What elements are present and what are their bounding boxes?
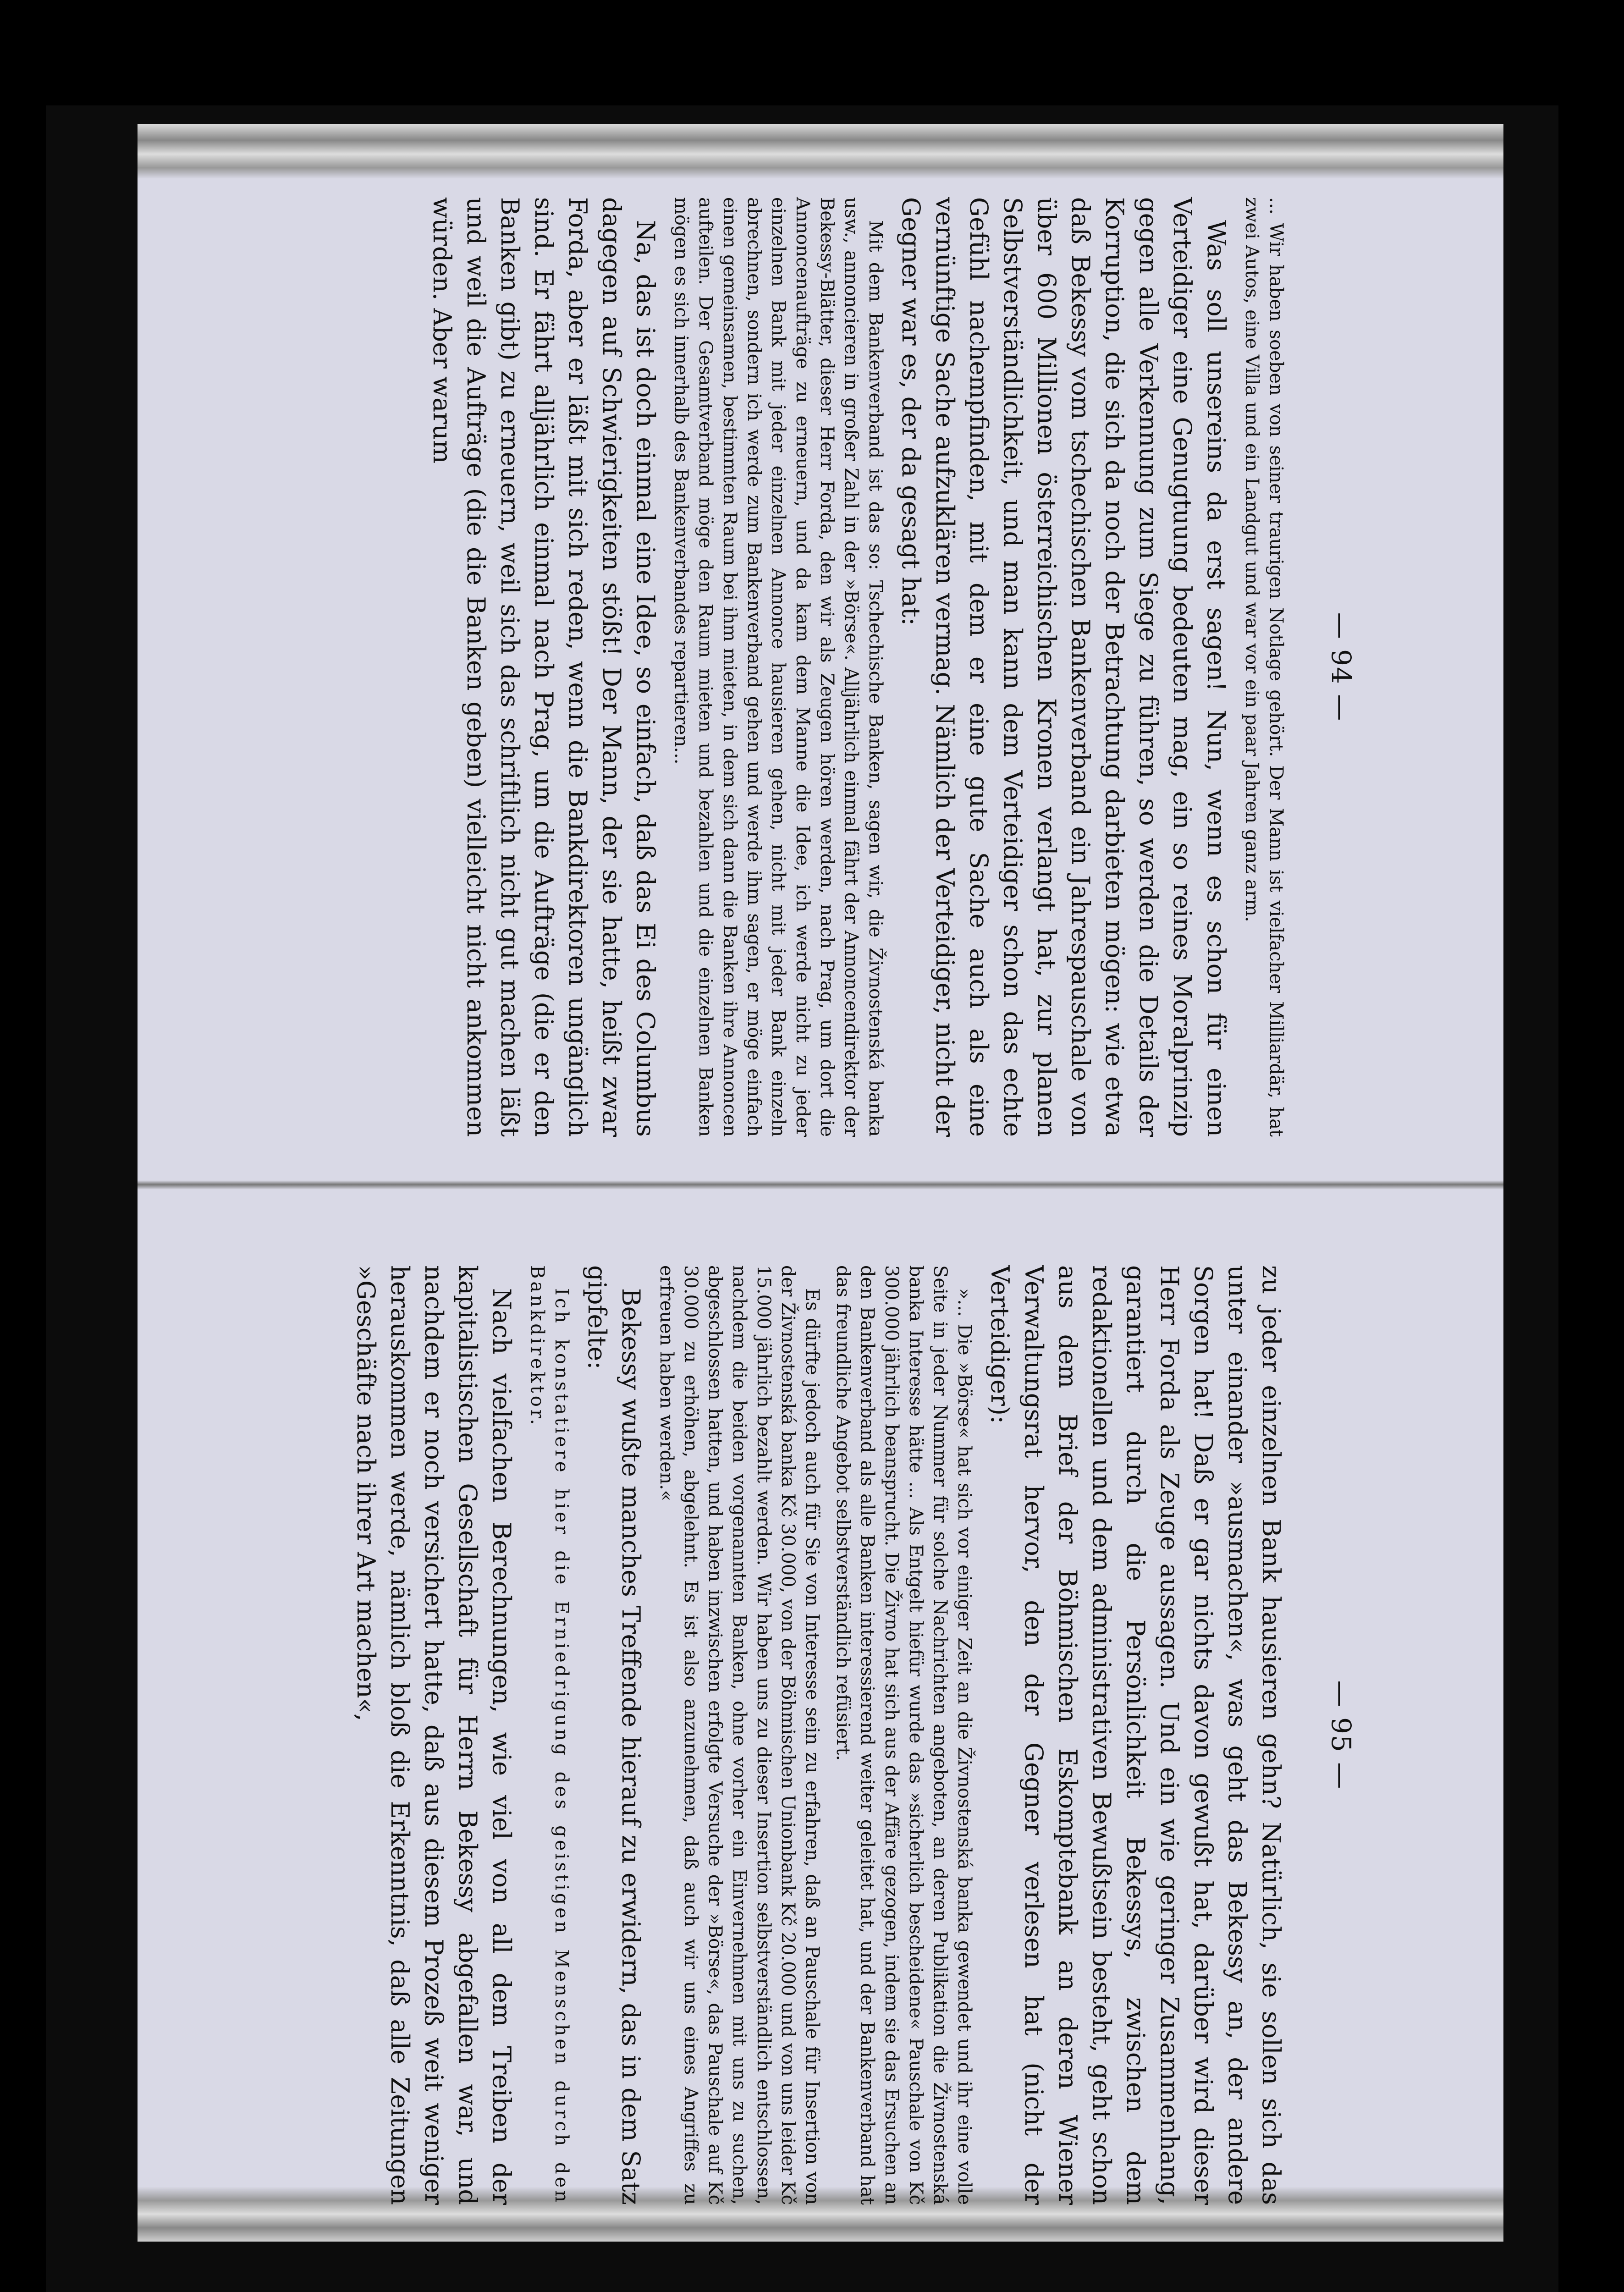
book-spread [138,124,1503,2242]
page-95 [248,1265,1357,2205]
body-paragraph: zu jeder einzelnen Bank hausieren gehn? Natürlich, sie sollen sich das unter einander »ausmachen«, was geht das Bekessy an, der andere Sorgen hat! Daß er gar nichts davon gewußt hat, darüber wird dieser Herr Forda als Zeuge aussagen. Und ein wie geringer Zusammenhang, garantiert durch die Persönlichkeit Bekessys, zwischen dem redaktionellen und dem administrativen Bewußtsein besteht, geht schon aus dem Brief der Böhmischen Eskomptebank an deren Wiener Verwaltungsrat hervor, den der Gegner verlesen hat (nicht der Verteidiger): [985,1265,1286,2205]
page-text [418,197,1288,1137]
quote-paragraph: Ich konstatiere hier die Erniedrigung des geistigen Menschen durch den Bankdirektor. [527,1265,572,2205]
page-text [342,1265,1288,2205]
body-paragraph: Bekessy wußte manches Treffende hierauf zu erwidern, das in dem Satz gipfelte: [583,1265,645,2205]
book-spine [138,1180,1503,1190]
body-paragraph: Was soll unsereins da erst sagen! Nun, wenn es schon für einen Verteidiger eine Genugtuung bedeuten mag, ein so reines Moralprinzip gegen alle Verkennung zum Siege zu führen, so werden die Details der Korruption, die sich da noch der Betrachtung darbieten mögen: wie etwa daß Bekessy vom tschechischen Bankenverband ein Jahrespauschale von über 600 Millionen österreichischen Kronen verlangt hat, zur planen Selbstverständlichkeit, und man kann dem Verteidiger schon das echte Gefühl nachempfinden, mit dem er eine gute Sache auch als eine vernünftige Sache aufzuklären vermag. Nämlich der Verteidiger, nicht der Gegner war es, der da gesagt hat: [897,197,1231,1137]
body-paragraph: Nach vielfachen Berechnungen, wie viel von all dem Treiben der kapitalistischen Gesellschaft für Herrn Bekessy abgefallen war, und nachdem er noch versichert hatte, daß aus diesem Prozeß weit weniger herauskommen werde, nämlich bloß die Erkenntnis, daß alle Zeitungen »Geschäfte nach ihrer Art machen«, [352,1265,516,2205]
quote-paragraph: Es dürfte jedoch auch für Sie von Interesse sein zu erfahren, daß an Pauschale für Insertion von der Živnostenská banka Kč 30.000, von der Böhmischen Unionbank Kč 20.000 und von uns leider Kč 15.000 jährlich bezahlt werden. Wir haben uns zu dieser Insertion selbstverständlich entschlossen, nachdem die beiden vorgenannten Banken, ohne vorher ein Einvernehmen mit uns zu suchen, abgeschlossen hatten, und haben inzwischen erfolgte Versuche der »Börse«, das Pauschale auf Kč 30.000 zu erhöhen, abgelehnt. Es ist also anzunehmen, daß auch wir uns eines Angriffes zu erfreuen haben werden.« [656,1265,823,2205]
page-number: — 95 — [1326,1680,1357,1790]
page-94 [248,197,1357,1137]
body-paragraph: Na, das ist doch einmal eine Idee, so einfach, daß das Ei des Columbus dagegen auf Schwierigkeiten stößt! Der Mann, der sie hatte, heißt zwar Forda, aber er läßt mit sich reden, wenn die Bankdirektoren ungänglich sind. Er fährt alljährlich einmal nach Prag, um die Aufträge (die er den Banken gibt) zu erneuern, weil sich das schriftlich nicht gut machen läßt und weil die Aufträge (die die Banken geben) vielleicht nicht ankommen würden. Aber warum [428,197,660,1137]
quote-paragraph: »... Die »Börse« hat sich vor einiger Zeit an die Živnostenská banka gewendet und ihr eine volle Seite in jeder Nummer für solche Nachrichten angeboten, an deren Publikation die Živnostenská banka Interesse hätte ... Als Entgelt hiefür wurde das »sicherlich bescheidene« Pauschale von Kč 300.000 jährlich beansprucht. Die Živno hat sich aus der Affäre gezogen, indem sie das Ersuchen an den Bankenverband als alle Banken interessierend weiter geleitet hat, und der Bankenverband hat das freundliche Angebot selbstverständlich refüsiert. [832,1265,975,2205]
page-edge-top [138,124,1503,179]
quote-paragraph: ... Wir haben soeben von seiner traurigen Notlage gehört. Der Mann ist vielfacher Milliardär, hat zwei Autos, eine Villa und ein Landgut und war vor ein paar Jahren ganz arm. [1241,197,1287,1137]
quote-paragraph: Mit dem Bankenverband ist das so: Tschechische Banken, sagen wir, die Živnostenská banka usw., annoncieren in großer Zahl in der »Börse«. Alljährlich einmal fährt der Annoncendirektor der Bekessy-Blätter, dieser Herr Forda, den wir als Zeugen hören werden, nach Prag, um dort die Annoncenaufträge zu erneuern, und da kam dem Manne die Idee, ich werde nicht zu jeder einzelnen Bank mit jeder einzelnen Annonce hausieren gehen, nicht mit jeder Bank einzeln abrechnen, sondern ich werde zum Bankenverband gehen und werde ihm sagen, er möge einfach einen gemeinsamen, bestimmten Raum bei ihm mieten, in dem sich dann die Banken ihre Annoncen aufteilen. Der Gesamtverband möge den Raum mieten und bezahlen und die einzelnen Banken mögen es sich innerhalb des Bankenverbandes repartieren... [671,197,886,1137]
page-number: — 94 — [1326,612,1357,722]
